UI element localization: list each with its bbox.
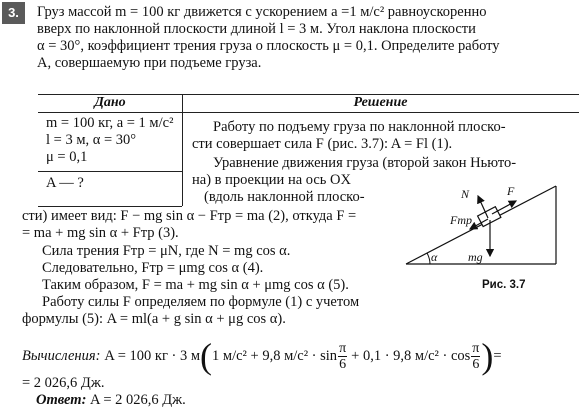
- calc-part-1: A = 100 кг · 3 м: [104, 347, 201, 364]
- given-header: Дано: [94, 95, 126, 110]
- label-alpha: α: [431, 250, 438, 264]
- fraction-pi-6-sin: [338, 341, 347, 372]
- solution-line-2: сти совершает сила F (рис. 3.7): A = Fl (1).: [192, 136, 453, 152]
- solution-line-8: Сила трения Fтр = μN, где N = mg cos α.: [42, 243, 291, 259]
- answer-value: A = 2 026,6 Дж.: [90, 392, 186, 408]
- solution-line-9: Следовательно, Fтр = μmg cos α (4).: [42, 260, 264, 276]
- fraction-numerator: π: [339, 340, 347, 356]
- label-F: F: [507, 184, 515, 198]
- problem-line-3: α = 30°, коэффициент трения груза о плоскость μ = 0,1. Определите работу: [37, 38, 500, 54]
- solution-line-5: (вдоль наклонной плоско-: [204, 189, 365, 205]
- problem-line-1: Груз массой m = 100 кг движется с ускорением a =1 м/с² равноускоренно: [37, 4, 487, 20]
- problem-line-4: A, совершаемую при подъеме груза.: [37, 55, 262, 71]
- angle-arc: [427, 253, 430, 264]
- answer-line: [36, 392, 186, 409]
- solution-line-10: Таким образом, F = ma + mg sin α + μmg cos α (5).: [42, 277, 349, 293]
- find-bottom-rule: [38, 206, 182, 207]
- given-line-3: μ = 0,1: [46, 149, 88, 165]
- solution-line-3: Уравнение движения груза (второй закон Ньюто-: [213, 155, 517, 171]
- problem-line-2: вверх по наклонной плоскости длиной l = 3 м. Угол наклона плоскости: [37, 21, 476, 37]
- load-block: [478, 207, 501, 227]
- calc-equals: =: [493, 347, 502, 364]
- incline-figure: [404, 182, 564, 270]
- answer-label: Ответ:: [36, 392, 87, 408]
- calc-line: [22, 336, 502, 376]
- solution-line-11: Работу силы F определяем по формуле (1) с учетом: [42, 294, 360, 310]
- fraction-denominator: 6: [339, 356, 347, 372]
- label-Ftr: Fтр: [450, 213, 472, 227]
- find-text: A — ?: [46, 175, 84, 191]
- solution-line-12: формулы (5): A = ml(a + g sin α + μg cos α).: [22, 311, 286, 327]
- close-paren: ): [481, 336, 494, 376]
- given-line-1: m = 100 кг, a = 1 м/с²: [46, 115, 174, 131]
- table-header-rule: [38, 112, 579, 113]
- calc-part-2: 1 м/с² + 9,8 м/с² · sin: [212, 347, 338, 364]
- fraction-numerator: π: [472, 340, 480, 356]
- label-N: N: [461, 187, 470, 201]
- calc-result: = 2 026,6 Дж.: [22, 375, 105, 391]
- given-line-2: l = 3 м, α = 30°: [46, 132, 137, 148]
- solution-line-1: Работу по подъему груза по наклонной плоско-: [213, 119, 506, 135]
- open-paren: (: [200, 336, 213, 376]
- figure-caption: Рис. 3.7: [482, 279, 526, 291]
- fraction-pi-6-cos: [471, 341, 480, 372]
- solution-header: Решение: [353, 95, 408, 110]
- problem-number: 3.: [2, 2, 25, 24]
- fraction-denominator: 6: [472, 356, 480, 372]
- solution-line-4: на) в проекции на ось OX: [192, 172, 351, 188]
- calc-part-3: + 0,1 · 9,8 м/с² · cos: [351, 347, 471, 364]
- given-find-rule: [38, 171, 182, 172]
- label-mg: mg: [468, 250, 483, 264]
- solution-line-6: сти) имеет вид: F − mg sin α − Fтр = ma (2), откуда F =: [22, 208, 357, 224]
- calc-label: Вычисления:: [22, 347, 101, 364]
- solution-line-7: = ma + mg sin α + Fтр (3).: [22, 225, 179, 241]
